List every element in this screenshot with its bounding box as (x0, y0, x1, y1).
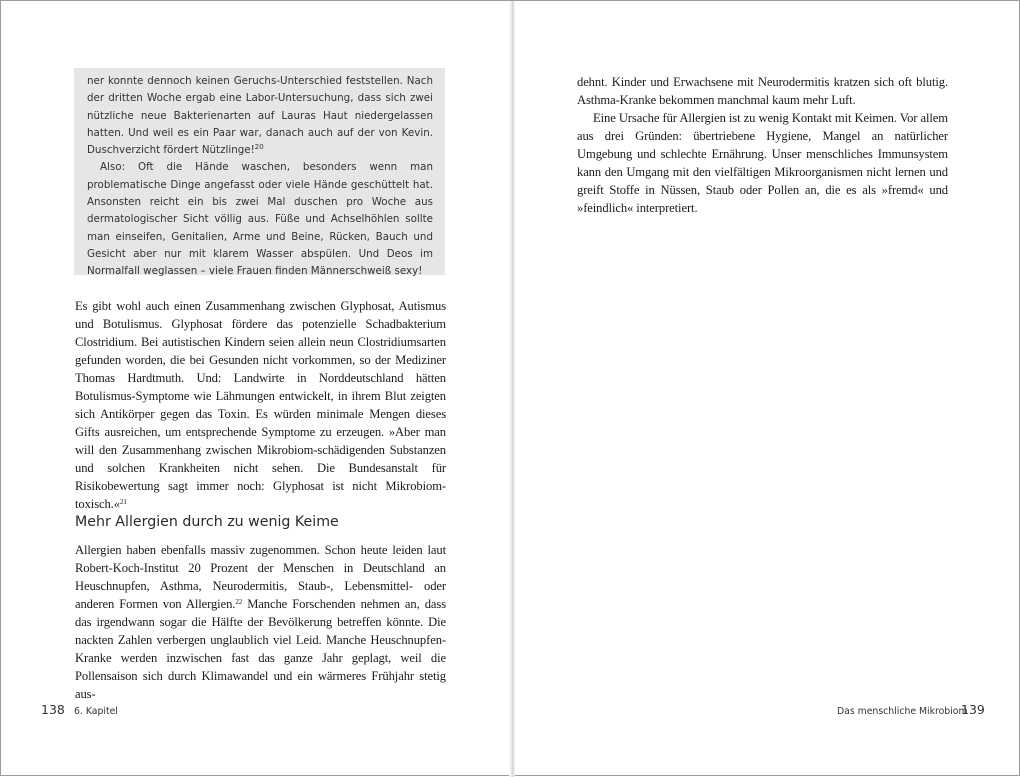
left-page (1, 1, 509, 777)
footnote-ref-21: 21 (119, 498, 127, 506)
allergien-text-1: Allergien haben ebenfalls massiv zugenommen. Schon heute leiden laut Robert-Koch-Institut 20 Prozent der Menschen in Deutschland an Heuschnupfen, Asthma, Neurodermitis, Staub-, Lebensmittel- oder anderen Formen von Allergien. (75, 543, 446, 611)
box-paragraph-1-text: ner konnte dennoch keinen Geruchs-Unterschied feststellen. Nach der dritten Woche ergab eine Labor-Untersuchung, dass sich zwei nützliche neue Bakterienarten auf Lauras Haut niedergelassen hatten. Und weil es ein Paar war, danach auch auf der von Kevin. Duschverzicht fördert Nützlinge! (87, 75, 433, 157)
page-number-right: 139 (961, 702, 985, 717)
running-head: Das menschliche Mikrobiom (837, 706, 968, 717)
body-paragraph-glyphosat (75, 297, 446, 513)
info-box (74, 68, 445, 278)
right-page (515, 1, 1019, 777)
right-body-text (577, 73, 948, 217)
box-paragraph-1 (87, 73, 433, 159)
footnote-ref-22: 22 (235, 598, 243, 606)
right-paragraph-2: Eine Ursache für Allergien ist zu wenig Kontakt mit Keimen. Vor allem aus drei Gründen: übertriebene Hygiene, Mangel an natürlicher Umgebung und schlechte Ernährung. Unser menschliches Immunsystem kann den Umgang mit den vielfältigen Mikroorganismen nicht lernen und greift Stoffe in Nüssen, Staub oder Pollen an, die es als »fremd« und »feindlich« interpretiert. (577, 111, 948, 215)
page-number-left: 138 (41, 702, 65, 717)
allergien-text-2: Manche Forschenden nehmen an, dass das irgendwann sogar die Hälfte der Bevölkerung betreffen könnte. Die nackten Zahlen verbergen unglaublich viel Leid. Manche Heuschnupfen-Kranke werden inzwischen fast das ganze Jahr geplagt, weil die Pollensaison sich durch Klimawandel und ein wärmeres Frühjahr stetig aus- (75, 597, 446, 701)
section-heading: Mehr Allergien durch zu wenig Keime (75, 514, 339, 530)
footnote-ref-20: 20 (254, 143, 264, 152)
glyphosat-text: Es gibt wohl auch einen Zusammenhang zwischen Glyphosat, Autismus und Botulismus. Glyphosat fördere das potenzielle Schadbakterium Clostridium. Bei autistischen Kindern seien allein neun Clostridiumsarten gefunden worden, die bei Gesunden nicht vorkommen, so der Mediziner Thomas Hardtmuth. Und: Landwirte in Norddeutschland hätten Botulismus-Symptome wie Lähmungen entwickelt, in ihrem Blut zeigten sich Antikörper gegen das Toxin. Es würden minimale Mengen dieses Gifts ausreichen, um entsprechende Symptome zu erzeugen. »Aber man will den Zusammenhang zwischen Mikrobiom-schädigenden Substanzen und solchen Krankheiten nicht sehen. Die Bundesanstalt für Risikobewertung sagt immer noch: Glyphosat ist nicht Mikrobiom-toxisch.« (75, 299, 446, 511)
right-paragraph-1: dehnt. Kinder und Erwachsene mit Neurodermitis kratzen sich oft blutig. Asthma-Kranke bekommen manchmal kaum mehr Luft. (577, 75, 948, 107)
box-paragraph-2: Also: Oft die Hände waschen, besonders wenn man problematische Dinge angefasst oder viele Hände geschüttelt hat. Ansonsten reicht ein bis zwei Mal duschen pro Woche aus dermatologischer Sicht völlig aus. Füße und Achselhöhlen sollte man einseifen, Genitalien, Arme und Beine, Rücken, Bauch und Gesicht aber nur mit klarem Wasser abspülen. Und Deos im Normalfall weglassen – viele Frauen finden Männerschweiß sexy! (87, 161, 433, 278)
chapter-label: 6. Kapitel (74, 706, 118, 717)
body-paragraph-allergien (75, 541, 446, 703)
